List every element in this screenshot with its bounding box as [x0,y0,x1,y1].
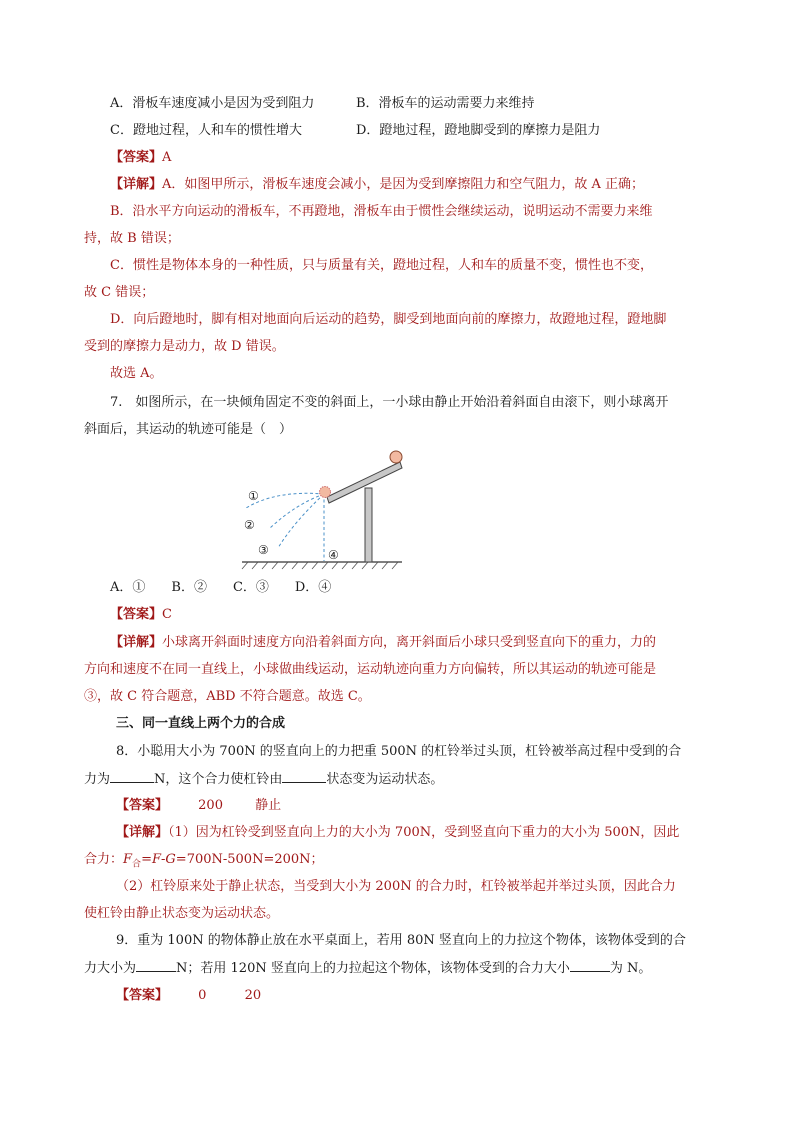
q8-formula-g: G [165,852,176,867]
detail-tag: 【详解】 [116,825,169,840]
q6-detail-4b: 受到的摩擦力是动力，故 D 错误。 [84,339,285,354]
q6-option-a: A．滑板车速度减小是因为受到阻力 [110,96,315,111]
q9-stem-1: 9．重为 100N 的物体静止放在水平桌面上，若用 80N 竖直向上的力拉这个物体，该物体受到的合 [116,933,686,948]
q9-blank-1 [136,959,176,972]
q6-option-d: D．蹬地过程，蹬地脚受到的摩擦力是阻力 [356,123,601,138]
q8-answer-1: 200 [198,798,223,813]
ground-hatching [242,562,398,569]
q6-detail-3a: C．惯性是物体本身的一种性质，只与质量有关，蹬地过程，人和车的质量不变，惯性也不变， [110,258,653,273]
q7-stem-1: 7. 如图所示，在一块倾角固定不变的斜面上，一小球由静止开始沿着斜面自由滚下，则小球离开 [110,395,669,410]
ball-top [390,451,402,463]
q7-answer: C [162,607,172,622]
q6-option-b: B．滑板车的运动需要力来维持 [356,96,535,111]
q8-detail-4: 使杠铃由静止状态变为运动状态。 [84,906,280,921]
q6-answer: A [162,150,172,165]
answer-tag: 【答案】 [110,607,163,622]
incline-trajectory-figure [236,444,406,572]
trajectory-3 [278,494,324,548]
q8-formula-f: F [123,852,133,867]
q9-stem-2a: 力大小为 [84,961,137,976]
q9-stem-2c: 为 N。 [609,961,652,976]
q6-detail-1 [110,176,644,194]
q7-stem-2: 斜面后，其运动的轨迹可能是（ ） [84,422,293,437]
q8-formula-rest: =700N-500N=200N； [175,852,324,867]
q6-detail-2b: 持，故 B 错误； [84,231,180,246]
q7-detail-text-3: ，故 C 符合题意，ABD 不符合题意。故选 C。 [97,689,371,704]
q9-blank-2 [570,959,610,972]
q7-detail-2: 方向和速度不在同一直线上，小球做曲线运动，运动轨迹向重力方向偏转，所以其运动的轨迹可能是 [84,662,657,677]
q8-stem-2c: 状态变为运动状态。 [326,772,444,787]
q8-blank-2 [282,770,326,783]
q8-detail-2 [84,851,324,874]
q8-formula-eq: = [141,852,152,867]
q8-formula-f2: F [151,852,161,867]
answer-tag: 【答案】 [110,150,163,165]
q8-stem-1: 8．小聪用大小为 700N 的竖直向上的力把重 500N 的杠铃举过头顶，杠铃被举高过程中受到的合 [116,744,682,759]
q8-formula-minus: - [161,852,166,867]
q9-stem-2b: N；若用 120N 竖直向上的力拉起这个物体，该物体受到的合力大小 [176,961,570,976]
answer-tag: 【答案】 [116,988,169,1003]
q7-detail-circled: ③ [84,689,98,704]
q8-stem-2b: N，这个合力使杠铃由 [154,772,283,787]
q7-detail-text-1: 小球离开斜面时速度方向沿着斜面方向，离开斜面后小球只受到竖直向下的重力，力的 [162,635,657,650]
q7-detail-1 [110,634,656,652]
ball-leaving [320,487,331,498]
q6-answer-row [110,149,171,167]
q9-answer-1: 0 [198,988,207,1003]
q8-stem-2 [84,770,443,789]
q9-stem-2 [84,959,651,978]
q6-detail-4a: D．向后蹬地时，脚有相对地面向后运动的趋势，脚受到地面向前的摩擦力，故蹬地过程，蹬地脚 [110,312,667,327]
q6-conclusion: 故选 A。 [110,366,163,381]
q9-answer-row [116,987,261,1005]
support-post [365,488,372,562]
q7-answer-row [110,606,172,624]
q8-formula-sub: 合 [132,859,142,870]
q8-detail-1 [116,824,679,842]
q6-detail-text-1: A．如图甲所示，滑板车速度会减小，是因为受到摩擦阻力和空气阻力，故 A 正确； [162,177,645,192]
trajectory-2 [270,494,324,528]
label-4: ④ [328,548,339,562]
q6-detail-2a: B．沿水平方向运动的滑板车，不再蹬地，滑板车由于惯性会继续运动，说明运动不需要力来维 [110,204,653,219]
q8-formula-prefix: 合力： [84,852,124,867]
q8-answer-row [116,797,281,815]
q8-detail-text-1: （1）因为杠铃受到竖直向上力的大小为 700N，受到竖直向下重力的大小为 500N，因此 [168,825,680,840]
answer-tag: 【答案】 [116,798,169,813]
q7-detail-3 [84,688,371,706]
q9-answer-2: 20 [244,988,262,1003]
q8-stem-2a: 力为 [84,772,111,787]
section-title: 三、同一直线上两个力的合成 [116,716,286,731]
q6-detail-3b: 故 C 错误； [84,285,155,300]
q6-option-c: C．蹬地过程，人和车的惯性增大 [110,123,302,138]
label-2: ② [244,518,255,532]
detail-tag: 【详解】 [110,635,163,650]
label-3: ③ [258,543,269,557]
q8-detail-3: （2）杠铃原来处于静止状态，当受到大小为 200N 的合力时，杠铃被举起并举过头顶，因此合力 [116,879,676,894]
q7-options: A．① B．② C．③ D．④ [110,580,332,595]
q8-answer-2: 静止 [255,798,282,813]
q8-blank-1 [110,770,154,783]
detail-tag: 【详解】 [110,177,163,192]
label-1: ① [248,489,259,503]
